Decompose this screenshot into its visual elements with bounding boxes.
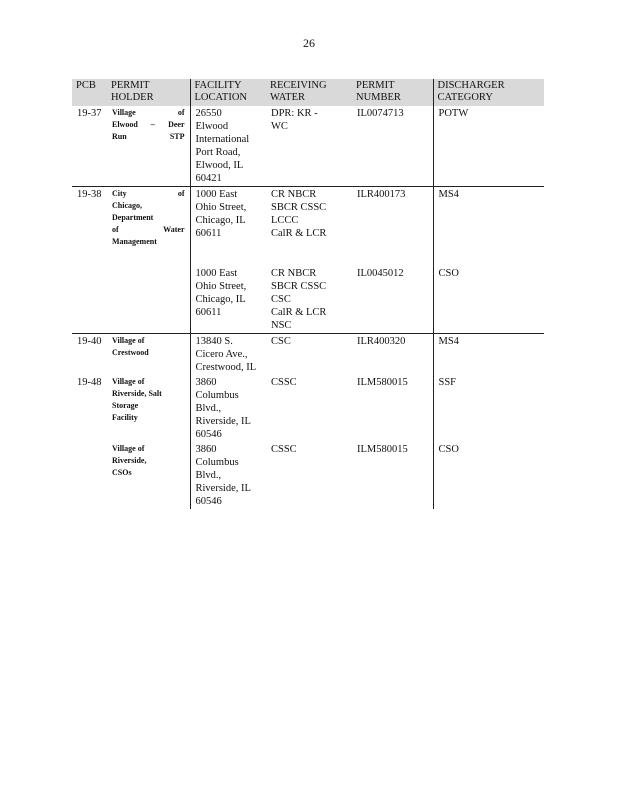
receiving-water-cell: CSSC bbox=[271, 444, 297, 455]
permit-number-cell: IL0045012 bbox=[357, 268, 404, 279]
permit-holder-cell bbox=[107, 249, 190, 334]
table-row bbox=[72, 375, 544, 442]
pcb-cell bbox=[72, 249, 107, 334]
facility-location-cell: 13840 S. Cicero Ave., Crestwood, IL bbox=[190, 334, 266, 376]
receiving-water-cell: DPR: KR - WC bbox=[271, 108, 318, 132]
facility-location-cell: 3860 Columbus Blvd., Riverside, IL 60546 bbox=[190, 442, 266, 509]
table-row bbox=[72, 334, 544, 376]
receiving-water-cell: CR NBCR SBCR CSSC CSC CalR & LCR NSC bbox=[271, 268, 327, 331]
permit-holder-cell: Village of Riverside, CSOs bbox=[112, 444, 147, 477]
header-permit-number: PERMIT NUMBER bbox=[352, 79, 433, 106]
header-permit-holder: PERMIT HOLDER bbox=[107, 79, 190, 106]
receiving-water-cell: CSSC bbox=[271, 377, 297, 388]
table-row bbox=[72, 106, 544, 187]
discharger-category-cell: MS4 bbox=[433, 187, 544, 250]
pcb-cell: 19-37 bbox=[77, 108, 102, 119]
facility-location-cell: 26550 Elwood International Port Road, Elwood, IL 60421 bbox=[190, 106, 266, 187]
page-number: 26 bbox=[303, 36, 315, 50]
permit-holder-cell: City of Chicago, Department of Water Management bbox=[107, 187, 190, 250]
permit-number-cell: ILM580015 bbox=[357, 444, 408, 455]
discharger-category-cell: POTW bbox=[433, 106, 544, 187]
discharger-category-cell: CSO bbox=[433, 249, 544, 334]
header-receiving-water: RECEIVING WATER bbox=[266, 79, 352, 106]
table-header bbox=[72, 79, 544, 106]
discharger-category-cell: SSF bbox=[433, 375, 544, 442]
permit-table bbox=[72, 79, 544, 509]
discharger-category-cell: CSO bbox=[433, 442, 544, 509]
facility-location-cell: 3860 Columbus Blvd., Riverside, IL 60546 bbox=[190, 375, 266, 442]
pcb-cell: 19-48 bbox=[77, 377, 102, 388]
permit-holder-cell: Village of Elwood – Deer Run STP bbox=[112, 108, 185, 141]
receiving-water-cell: CSC bbox=[266, 334, 352, 376]
facility-location-cell: 1000 East Ohio Street, Chicago, IL 60611 bbox=[190, 249, 266, 334]
facility-location-cell: 1000 East Ohio Street, Chicago, IL 60611 bbox=[190, 187, 266, 250]
permit-number-cell: ILR400173 bbox=[352, 187, 433, 250]
permit-number-cell: ILR400320 bbox=[352, 334, 433, 376]
permit-number-cell: IL0074713 bbox=[357, 108, 404, 119]
header-facility-location: FACILITY LOCATION bbox=[190, 79, 266, 106]
discharger-category-cell: MS4 bbox=[433, 334, 544, 376]
table-row bbox=[72, 187, 544, 250]
pcb-cell bbox=[72, 442, 107, 509]
table-row bbox=[72, 249, 544, 334]
header-discharger-category: DISCHARGER CATEGORY bbox=[433, 79, 544, 106]
pcb-cell: 19-40 bbox=[72, 334, 107, 376]
table-row bbox=[72, 442, 544, 509]
pcb-cell: 19-38 bbox=[72, 187, 107, 250]
header-pcb: PCB bbox=[72, 79, 107, 106]
permit-holder-cell: Village of Riverside, Salt Storage Facility bbox=[112, 377, 162, 422]
receiving-water-cell: CR NBCR SBCR CSSC LCCC CalR & LCR bbox=[266, 187, 352, 250]
permit-holder-cell: Village of Crestwood bbox=[107, 334, 190, 376]
permit-number-cell: ILM580015 bbox=[357, 377, 408, 388]
